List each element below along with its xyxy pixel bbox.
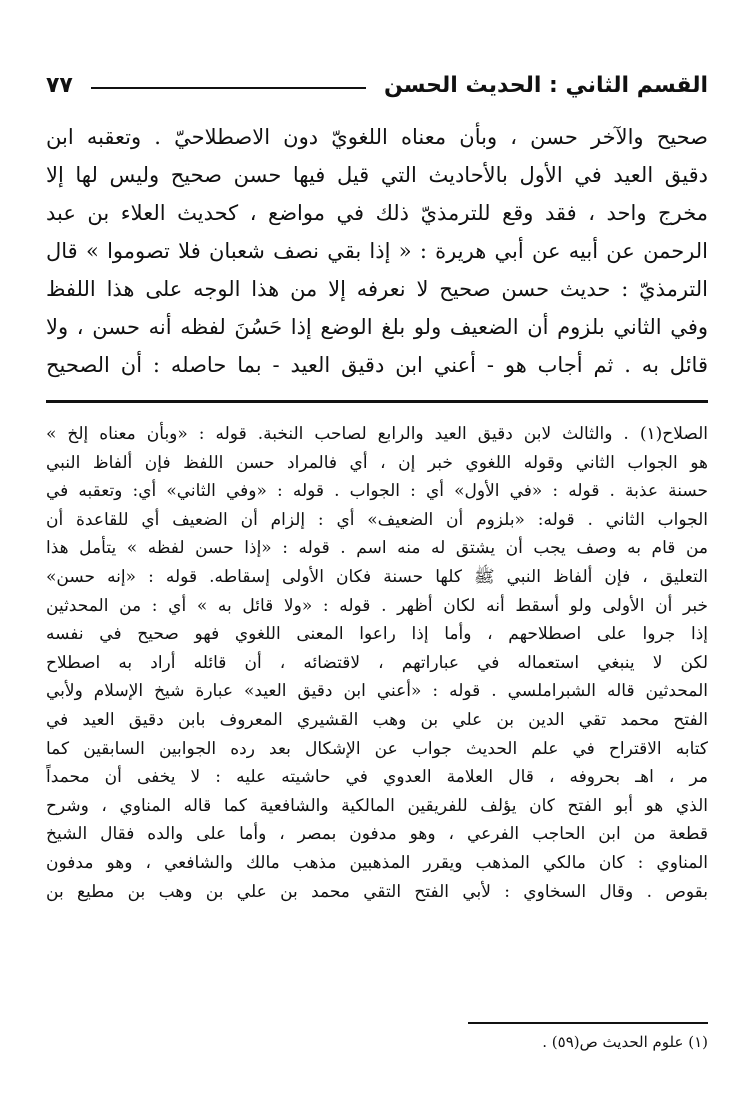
commentary-line: حسنة عذبة . قوله : «في الأول» أي : الجواب . قوله : «وفي الثاني» أي: وتعقبه في xyxy=(46,481,708,502)
commentary-line: الصلاح(١) . والثالث لابن دقيق العيد والرابع لصاحب النخبة. قوله : «وبأن معناه إلخ » xyxy=(46,424,708,444)
page-number: ٧٧ xyxy=(46,72,73,98)
main-text-line: دقيق العيد في الأول بالأحاديث التي قيل فيها حسن صحيح وليس لها إلا xyxy=(46,163,708,187)
commentary-line: بقوص . وقال السخاوي : لأبي الفتح التقي محمد بن علي بن وهب بن مطيع بن xyxy=(46,881,708,902)
footnote-divider xyxy=(468,1022,708,1024)
commentary-line: المناوي : كان مالكي المذهب ويقرر المذهبين مذهب مالك والشافعي ، وهو مدفون xyxy=(46,852,708,873)
commentary-line: إذا جروا على اصطلاحهم ، وأما إذا راعوا المعنى اللغوي فهو صحيح في نفسه xyxy=(46,624,708,645)
main-text-block xyxy=(46,118,708,384)
main-text-line: قائل به . ثم أجاب هو - أعني ابن دقيق العيد - بما حاصله : أن الصحيح xyxy=(46,353,708,377)
commentary-line: التعليق ، فإن ألفاظ النبي ﷺ كلها حسنة فكان الأولى إسقاطه. قوله : «إنه حسن» xyxy=(46,566,708,587)
commentary-line: خبر أن الأولى ولو أسقط أنه لكان أظهر . قوله : «ولا قائل به » أي : من المحدثين xyxy=(46,595,708,616)
main-text-line: الرحمن عن أبيه عن أبي هريرة : « إذا بقي نصف شعبان فلا تصوموا » قال xyxy=(46,239,708,263)
main-text-line: وفي الثاني بلزوم أن الضعيف ولو بلغ الوضع إذا حَسُنَ لفظه أنه حسن ، ولا xyxy=(46,315,708,339)
commentary-line: الذي هو أبو الفتح كان يؤلف للفريقين المالكية والشافعية كما قاله المناوي ، وشرح xyxy=(46,795,708,816)
commentary-line: مر ، اهـ بحروفه ، قال العلامة العدوي في حاشيته عليه : لا يخفى أن محمداً xyxy=(46,767,708,788)
main-text-line: الترمذيّ : حديث حسن صحيح لا نعرفه إلا من هذا الوجه على هذا اللفظ xyxy=(46,277,708,301)
commentary-line: هو الجواب الثاني وقوله اللغوي خبر إن ، أي فالمراد حسن اللفظ فإن ألفاظ النبي xyxy=(46,452,708,473)
header-rule xyxy=(91,87,366,89)
commentary-line: كتابه الاقتراح في علم الحديث جواب عن الإشكال بعد رده الجوابين السابقين كما xyxy=(46,738,708,759)
running-header xyxy=(46,68,708,102)
section-title: القسم الثاني : الحديث الحسن xyxy=(383,72,708,98)
main-text-line: صحيح والآخر حسن ، وبأن معناه اللغويّ دون الاصطلاحيّ . وتعقبه ابن xyxy=(46,125,708,149)
commentary-divider xyxy=(46,400,708,403)
commentary-line: الجواب الثاني . قوله: «بلزوم أن الضعيف» أي : إلزام أن الضعيف أي للقاعدة أن xyxy=(46,509,708,530)
commentary-line: المحدثين قاله الشبراملسي . قوله : «أعني ابن دقيق العيد» عبارة شيخ الإسلام ولأبي xyxy=(46,681,708,702)
footnote: (١) علوم الحديث ص(٥٩) . xyxy=(542,1033,708,1051)
commentary-line: من قام به وصف يجب أن يشتق له منه اسم . قوله : «إذا حسن لفظه » يتأمل هذا xyxy=(46,538,708,559)
commentary-line: قطعة من ابن الحاجب الفرعي ، وهو مدفون بمصر ، وأما على والده فقال الشيخ xyxy=(46,824,708,845)
main-text-line: مخرج واحد ، فقد وقع للترمذيّ ذلك في مواضع ، كحديث العلاء بن عبد xyxy=(46,201,708,225)
commentary-line: لكن لا ينبغي استعماله في عباراتهم ، لاقتضائه ، أن قائله أراد به اصطلاح xyxy=(46,652,708,673)
commentary-block xyxy=(46,420,708,906)
commentary-line: الفتح محمد تقي الدين بن علي بن وهب القشيري المعروف بابن دقيق العيد في xyxy=(46,709,708,730)
